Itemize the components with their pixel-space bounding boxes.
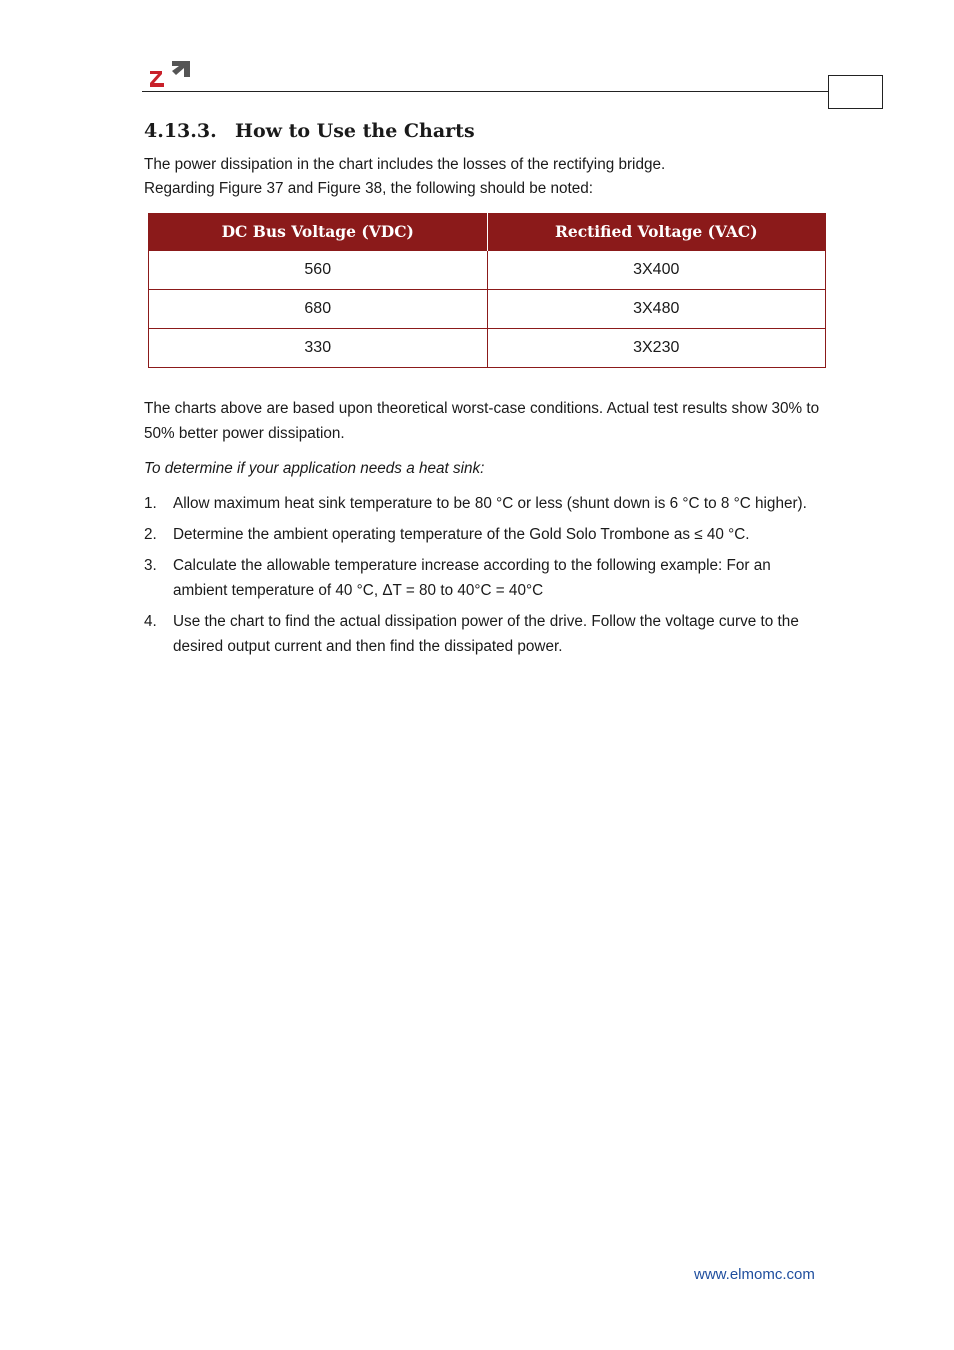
step-number: 2. <box>144 526 157 543</box>
steps-list <box>144 491 824 665</box>
step-number: 4. <box>144 613 157 630</box>
footer-website-link[interactable]: www.elmomc.com <box>694 1266 815 1283</box>
step-text: Allow maximum heat sink temperature to be 80 °C or less (shunt down is 6 °C to 8 °C higher). <box>173 495 807 512</box>
cell-dc-voltage: 680 <box>149 290 488 329</box>
step-text: Use the chart to find the actual dissipation power of the drive. Follow the voltage curve to the desired output current and then find the dissipated power. <box>173 613 799 655</box>
header-rule <box>142 91 828 92</box>
section-heading <box>144 120 475 142</box>
cell-dc-voltage: 560 <box>149 251 488 290</box>
worst-case-note: The charts above are based upon theoretical worst-case conditions. Actual test results show 30% to 50% better power dissipation. <box>144 400 820 442</box>
step-number: 3. <box>144 557 157 574</box>
page-number-box <box>828 75 883 109</box>
cell-rectified-voltage: 3X400 <box>487 251 826 290</box>
table-header-row <box>149 213 826 251</box>
elmo-logo-icon <box>148 59 192 89</box>
list-item <box>144 522 824 547</box>
section-number: 4.13.3. <box>144 120 217 142</box>
cell-dc-voltage: 330 <box>149 329 488 368</box>
intro-line-1: The power dissipation in the chart includes the losses of the rectifying bridge. <box>144 156 666 173</box>
table-row <box>149 251 826 290</box>
step-number: 1. <box>144 495 157 512</box>
intro-line-2: Regarding Figure 37 and Figure 38, the following should be noted: <box>144 180 594 197</box>
header-dc-bus-voltage: DC Bus Voltage (VDC) <box>149 213 488 251</box>
cell-rectified-voltage: 3X230 <box>487 329 826 368</box>
table-row <box>149 290 826 329</box>
section-title: How to Use the Charts <box>235 120 475 142</box>
step-text: Determine the ambient operating temperature of the Gold Solo Trombone as ≤ 40 °C. <box>173 526 750 543</box>
voltage-table <box>148 213 826 368</box>
header-rectified-voltage: Rectified Voltage (VAC) <box>487 213 826 251</box>
list-item <box>144 491 824 516</box>
list-item <box>144 609 824 659</box>
cell-rectified-voltage: 3X480 <box>487 290 826 329</box>
table-row <box>149 329 826 368</box>
heat-sink-instruction: To determine if your application needs a heat sink: <box>144 460 485 477</box>
step-text: Calculate the allowable temperature increase according to the following example: For an ambient temperature of 40 °C, ΔT = 80 to 40°C = 40°C <box>173 557 771 599</box>
list-item <box>144 553 824 603</box>
